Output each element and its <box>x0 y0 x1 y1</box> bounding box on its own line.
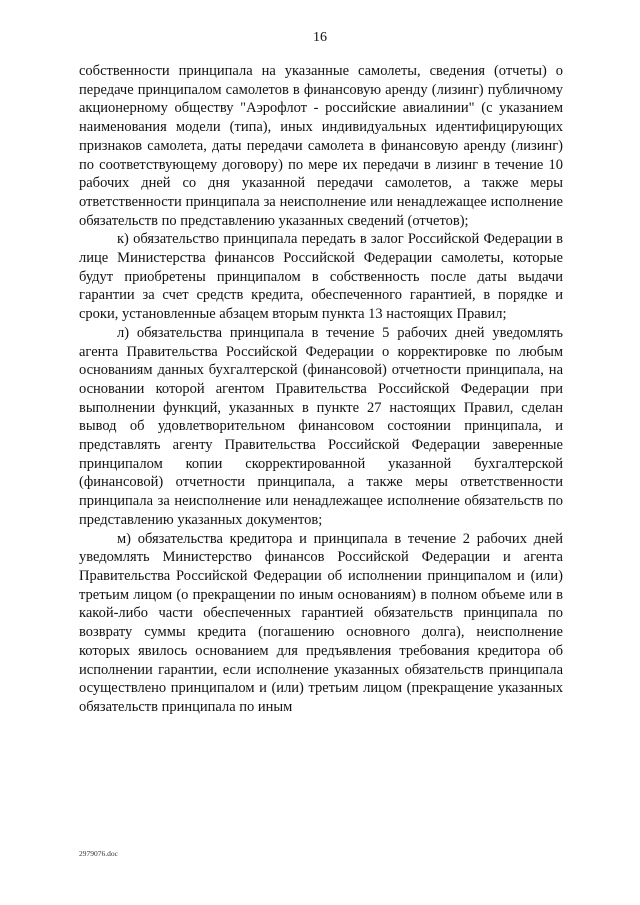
paragraph-m: м) обязательства кредитора и принципала в течение 2 рабочих дней уведомлять Министерство финансов Российской Федерации и агента Правительства Российской Федерации об исполнении принципалом и (или) третьим лицом (о прекращении по иным основаниям) в полном объеме или в какой-либо части обеспеченных гарантией обязательств принципала по возврату суммы кредита (погашению основного долга), неисполнение которых явилось основанием для предъявления требования кредитора об исполнении гарантии, если исполнение указанных обязательств принципала осуществлено принципалом и (или) третьим лицом (прекращение указанных обязательств принципала по иным <box>79 530 563 715</box>
document-body <box>79 62 563 717</box>
file-name-footer: 2979076.doc <box>79 849 118 858</box>
paragraph-continuation: собственности принципала на указанные самолеты, сведения (отчеты) о передаче принципалом самолетов в финансовую аренду (лизинг) публичному акционерному обществу "Аэрофлот - российские авиалинии" (с указанием наименования модели (типа), иных индивидуальных идентифицирующих признаков самолета, даты передачи самолета в финансовую аренду (лизинг) по соответствующему договору) по мере их передачи в лизинг в течение 10 рабочих дней со дня указанной передачи самолетов, а также меры ответственности принципала за неисполнение или ненадлежащее исполнение обязательств по представлению указанных сведений (отчетов); <box>79 63 563 229</box>
paragraph-l: л) обязательства принципала в течение 5 рабочих дней уведомлять агента Правительства Российской Федерации о корректировке по любым основаниям данных бухгалтерской (финансовой) отчетности принципала, на основании которой агентом Правительства Российской Федерации при выполнении функций, указанных в пункте 27 настоящих Правил, сделан вывод об удовлетворительном финансовом состоянии принципала, и представлять агенту Правительства Российской Федерации заверенные принципалом копии скорректированной указанной бухгалтерской (финансовой) отчетности принципала, а также меры ответственности принципала за неисполнение или ненадлежащее исполнение обязательств по представлению указанных документов; <box>79 324 563 528</box>
page-number: 16 <box>313 30 327 45</box>
paragraph-k: к) обязательство принципала передать в залог Российской Федерации в лице Министерства финансов Российской Федерации самолеты, которые будут приобретены принципалом в собственность после даты выдачи гарантии за счет средств кредита, обеспеченного гарантией, в порядке и сроки, установленные абзацем вторым пункта 13 настоящих Правил; <box>79 231 563 323</box>
